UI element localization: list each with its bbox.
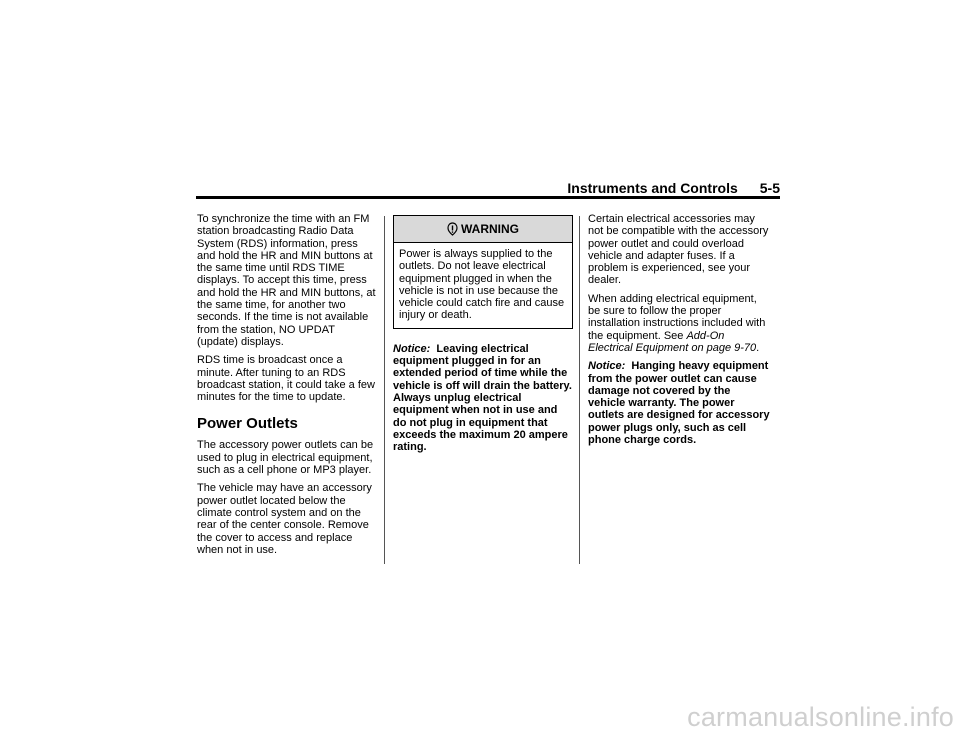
warning-triangle-icon xyxy=(447,222,458,236)
header-page-number: 5-5 xyxy=(759,180,780,196)
watermark-text: carmanualsonline.info xyxy=(687,702,954,732)
cross-reference-link[interactable]: Add-On Electrical Equipment on page 9-70 xyxy=(588,329,757,354)
notice-battery xyxy=(393,343,573,454)
notice-label: Notice: xyxy=(588,360,626,373)
column-2 xyxy=(393,213,573,459)
column-1 xyxy=(197,213,377,562)
paragraph-power-outlets-use: The accessory power outlets can be used to plug in electrical equipment, such as a cell phone or MP3 player. xyxy=(197,439,374,477)
column-divider-1 xyxy=(384,216,385,564)
warning-header xyxy=(394,216,572,243)
section-title-power-outlets: Power Outlets xyxy=(197,415,298,433)
paragraph-rds-sync: To synchronize the time with an FM station broadcasting Radio Data System (RDS) information, press and hold the HR and MIN buttons at the same time until RDS TIME displays. To accept this time, press and hold the HR and MIN buttons, at the same time, for another two seconds. If the time is not available from the station, NO UPDAT (update) displays. xyxy=(197,213,376,348)
paragraph-power-outlets-location: The vehicle may have an accessory power outlet located below the climate control system and on the rear of the center console. Remove the cover to access and replace when not in use. xyxy=(197,482,372,556)
notice-text: Leaving electrical equipment plugged in for an extended period of time while the vehicle is off will drain the battery. Always unplug electrical equipment when not in use and do not plug in equipment that exceeds the maximum 20 ampere rating. xyxy=(393,342,572,454)
header-section-title: Instruments and Controls xyxy=(567,180,738,196)
column-divider-2 xyxy=(579,216,580,564)
notice-text: Hanging heavy equipment from the power outlet can cause damage not covered by the vehicle warranty. The power outlets are designed for accessory power plugs only, such as cell phone charge cords. xyxy=(588,360,770,447)
warning-box xyxy=(393,215,573,329)
column-3 xyxy=(588,213,770,452)
paragraph-accessory-compatibility: Certain electrical accessories may not be compatible with the accessory power outlet and could overload vehicle and adapter fuses. If a problem is experienced, see your dealer. xyxy=(588,213,769,287)
header-rule xyxy=(196,196,780,199)
watermark xyxy=(0,702,960,733)
notice-heavy-equipment xyxy=(588,360,770,446)
paragraph-rds-broadcast: RDS time is broadcast once a minute. After tuning to an RDS broadcast station, it could take a few minutes for the time to update. xyxy=(197,354,375,404)
notice-label: Notice: xyxy=(393,342,431,355)
paragraph-adding-equipment: When adding electrical equipment, be sure to follow the proper installation instructions included with the equipment. See Add-On Electrical Equipment on page 9-70. xyxy=(588,292,766,354)
warning-title: WARNING xyxy=(461,221,519,236)
warning-text: Power is always supplied to the outlets. Do not leave electrical equipment plugged in when the vehicle is not in use because the vehicle could catch fire and cause injury or death. xyxy=(399,248,565,322)
page-header xyxy=(196,178,780,196)
